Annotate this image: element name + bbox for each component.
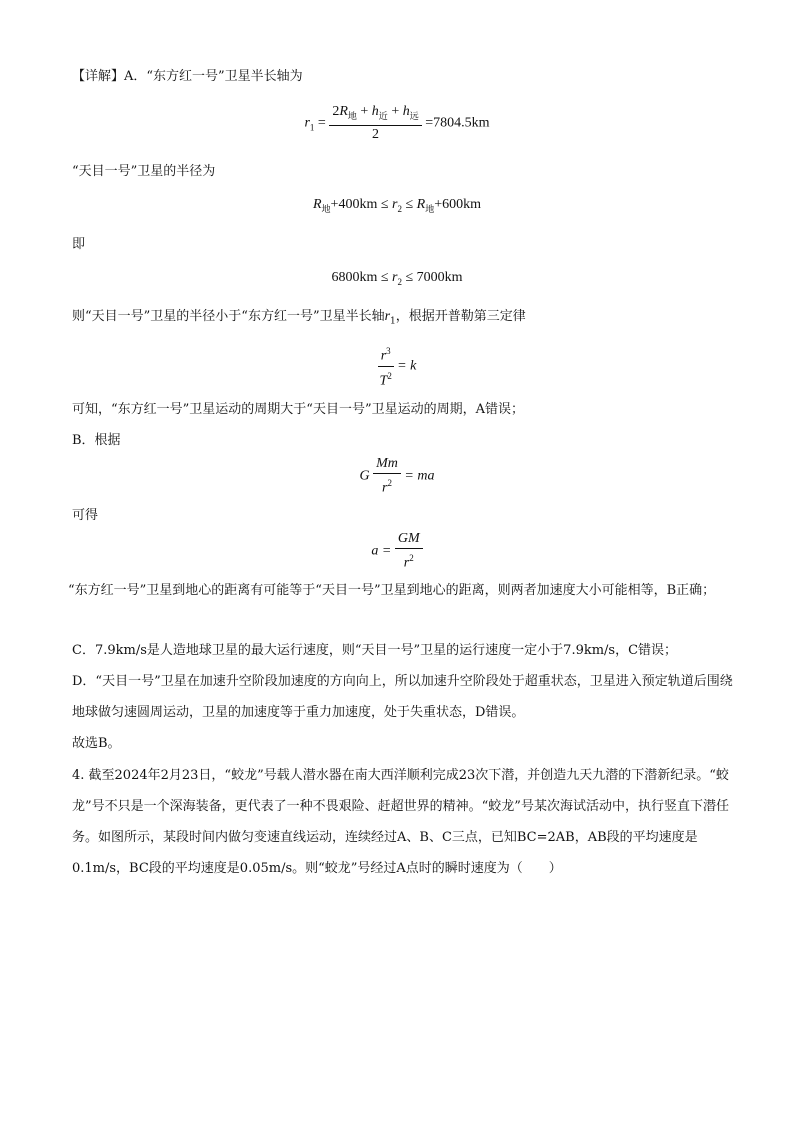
answer-line: 故选B。 <box>72 736 121 751</box>
formula-result: =7804.5km <box>425 115 490 131</box>
conclusion-a-line: 可知，“东方红一号”卫星运动的周期大于“天目一号”卫星运动的周期，A错误； <box>72 402 524 417</box>
fraction-kepler <box>378 342 394 390</box>
sub-2: 2 <box>397 276 402 287</box>
formula-acceleration <box>0 530 794 573</box>
option-b-intro-line: B．根据 <box>72 433 121 448</box>
formula-radius-range <box>0 197 794 215</box>
equals: = <box>317 115 326 131</box>
var-R: R <box>312 197 322 212</box>
var-r: r <box>382 480 388 496</box>
formula-text: +400km ≤ <box>330 197 389 212</box>
formula-text: = k <box>397 358 417 374</box>
var-r: r <box>392 270 398 285</box>
question-4-paragraph: 4. 截至2024年2月23日，“蛟龙”号载人潜水器在南大西洋顺利完成23次下潜，并创造九天九潜的下潜新纪录。“蛟龙”号不只是一个深海装备，更代表了一种不畏艰险、赶超世界的精神。“蛟龙”号某次海试活动中，执行竖直下潜任务。如图所示，某段时间内做匀变速直线运动，连续经过A、B、C三点，已知BC=2AB，AB段的平均速度是0.1m/s，BC段的平均速度是0.05m/s。则“蛟龙”号经过A点时的瞬时速度为（ ） <box>72 768 729 876</box>
fraction-semi-major-axis <box>329 103 421 144</box>
formula-text: = ma <box>404 468 435 484</box>
option-b-paragraph: “东方红一号”卫星到地心的距离有可能等于“天目一号”卫星到地心的距离，则两者加速度大小可能相等，B正确； <box>68 583 716 598</box>
tianmu-radius-line: “天目一号”卫星的半径为 <box>72 164 216 179</box>
var-r: r <box>380 348 387 364</box>
detail-heading-line: 【详解】A．“东方红一号”卫星半长轴为 <box>72 69 303 84</box>
formula-radius-numeric <box>0 270 794 287</box>
sub-far: 远 <box>409 110 419 121</box>
text-segment: ，根据开普勒第三定律 <box>395 309 526 324</box>
option-d-paragraph: D．“天目一号”卫星在加速升空阶段加速度的方向向上，所以加速升空阶段处于超重状态，卫星进入预定轨道后围绕地球做匀速圆周运动，卫星的加速度等于重力加速度，处于失重状态，D错误。 <box>72 674 733 720</box>
sup-2: 2 <box>387 370 392 381</box>
fraction-numerator: GM <box>395 530 423 549</box>
sup-3: 3 <box>386 346 391 356</box>
fraction-numerator <box>378 342 394 367</box>
formula-semi-major-axis <box>0 103 794 144</box>
sup-2: 2 <box>387 478 392 488</box>
var-G: G <box>359 468 370 484</box>
fraction-gravitation <box>373 455 401 498</box>
var-R: R <box>416 197 426 212</box>
formula-text: ≤ 7000km <box>405 270 463 285</box>
formula-text: 6800km ≤ <box>331 270 389 285</box>
fraction-denominator <box>378 367 394 391</box>
sub-1: 1 <box>390 316 396 327</box>
formula-text: +600km <box>434 197 482 212</box>
var-r: r <box>304 115 310 131</box>
coef-2: 2 <box>332 104 340 119</box>
fraction-numerator: Mm <box>373 455 401 474</box>
formula-gravitation <box>0 455 794 498</box>
formula-kepler-third-law <box>0 342 794 390</box>
formula-text: a = <box>371 543 392 559</box>
var-h-near: h <box>371 104 379 119</box>
fraction-acceleration <box>395 530 423 573</box>
fraction-numerator: $2R_地 + h_近 + h_远$ <box>329 103 421 126</box>
sub-1: 1 <box>309 122 315 133</box>
fraction-denominator: 2 <box>372 126 380 142</box>
var-R: R <box>339 104 348 119</box>
sub-earth: 地 <box>425 203 435 214</box>
kepler-intro-line <box>72 308 734 331</box>
sub-near: 近 <box>378 110 388 121</box>
var-h-far: h <box>402 104 410 119</box>
fraction-denominator <box>373 474 401 498</box>
can-get-line: 可得 <box>72 508 99 523</box>
option-c-line: C．7.9km/s是人造地球卫星的最大运行速度，则“天目一号”卫星的运行速度一定小于7.9km/s，C错误； <box>72 643 678 658</box>
var-T: T <box>379 373 388 389</box>
sub-2: 2 <box>397 203 402 214</box>
fraction-denominator <box>395 549 423 573</box>
leq-sign: ≤ <box>405 197 414 212</box>
sub-earth: 地 <box>347 110 357 121</box>
sup-2: 2 <box>409 553 414 563</box>
text-segment: 则“天目一号”卫星的半径小于“东方红一号”卫星半长轴 <box>72 309 385 324</box>
var-r: r <box>403 555 410 571</box>
var-r: r <box>392 197 398 212</box>
therefore-line: 即 <box>72 237 86 252</box>
var-r: r <box>384 309 391 324</box>
sub-earth: 地 <box>321 203 331 214</box>
